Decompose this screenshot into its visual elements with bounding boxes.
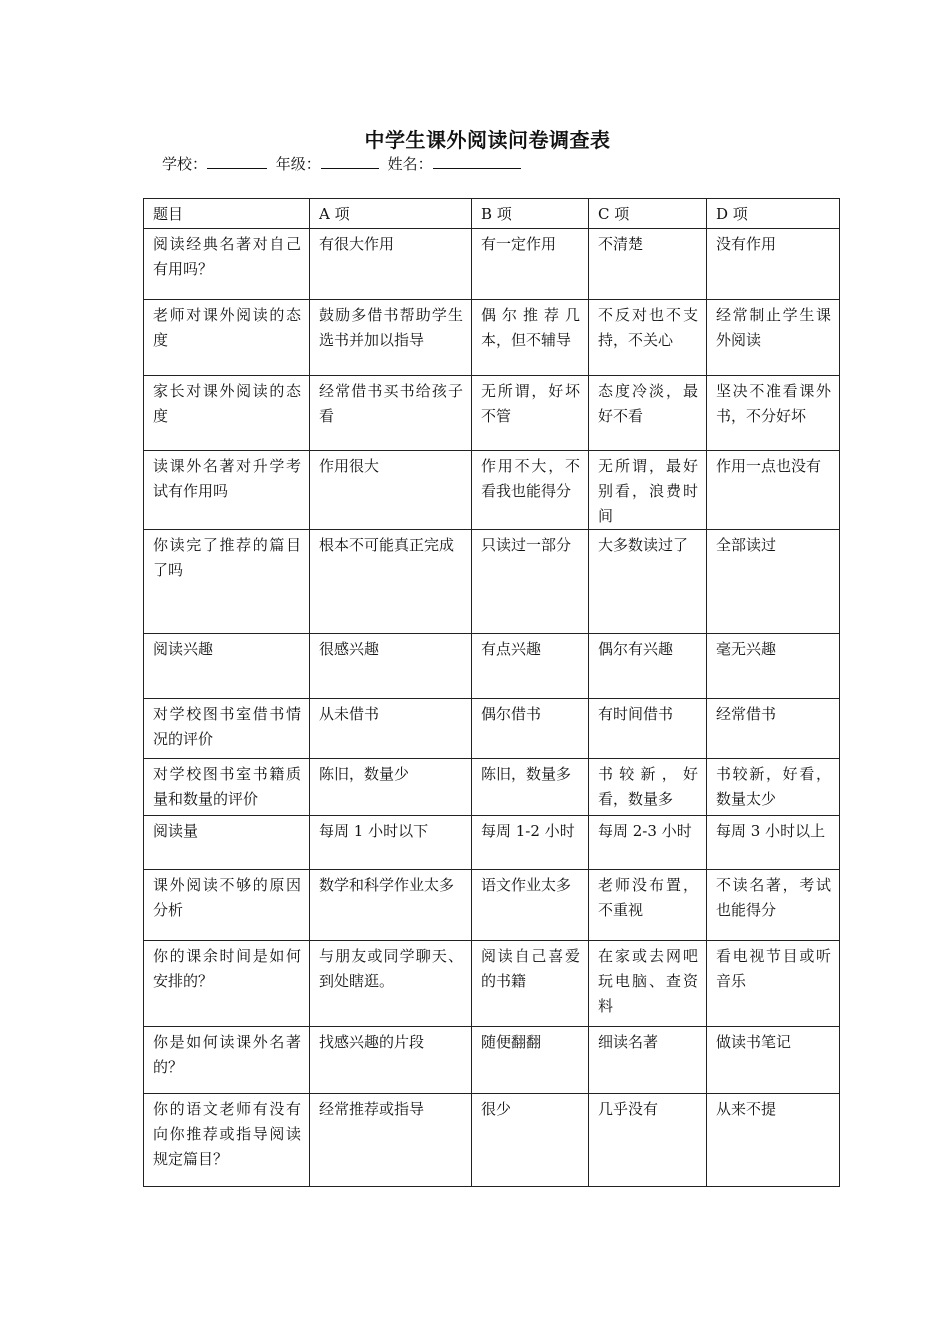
table-row [144,941,840,1027]
option-a-cell: 与朋友或同学聊天、到处瞎逛。 [310,941,472,1027]
school-blank[interactable] [207,154,267,169]
question-cell: 阅读经典名著对自己有用吗？ [144,229,310,300]
question-cell: 阅读量 [144,816,310,870]
option-b-cell: 随便翻翻 [472,1027,589,1094]
document-title: 中学生课外阅读问卷调查表 [364,128,611,152]
option-b-cell: 陈旧，数量多 [472,759,589,816]
option-d-cell: 经常借书 [707,699,840,759]
question-cell: 对学校图书室书籍质量和数量的评价 [144,759,310,816]
option-c-cell: 偶尔有兴趣 [589,634,707,699]
option-b-cell: 每周 1-2 小时 [472,816,589,870]
option-c-cell: 态度冷淡，最好不看 [589,376,707,451]
table-row [144,699,840,759]
option-b-cell: 无所谓，好坏不管 [472,376,589,451]
table-row [144,229,840,300]
option-d-cell: 作用一点也没有 [707,451,840,530]
table-row [144,1027,840,1094]
header-d: D 项 [707,199,840,229]
table-row [144,759,840,816]
option-c-cell: 几乎没有 [589,1094,707,1187]
grade-blank[interactable] [321,154,379,169]
table-row [144,376,840,451]
option-a-cell: 鼓励多借书帮助学生选书并加以指导 [310,300,472,376]
option-b-cell: 偶尔借书 [472,699,589,759]
option-c-cell: 不清楚 [589,229,707,300]
option-c-cell: 大多数读过了 [589,530,707,634]
option-d-cell: 全部读过 [707,530,840,634]
table-row [144,530,840,634]
question-cell: 你的课余时间是如何安排的？ [144,941,310,1027]
option-c-cell: 老师没布置，不重视 [589,870,707,941]
option-a-cell: 作用很大 [310,451,472,530]
question-cell: 对学校图书室借书情况的评价 [144,699,310,759]
table-row [144,816,840,870]
question-cell: 你读完了推荐的篇目了吗 [144,530,310,634]
grade-label: 年级： [275,155,321,173]
option-b-cell: 阅读自己喜爱的书籍 [472,941,589,1027]
question-cell: 你是如何读课外名著的？ [144,1027,310,1094]
option-b-cell: 作用不大，不看我也能得分 [472,451,589,530]
question-cell: 读课外名著对升学考试有作用吗 [144,451,310,530]
option-d-cell: 不读名著，考试也能得分 [707,870,840,941]
question-cell: 课外阅读不够的原因分析 [144,870,310,941]
table-row [144,300,840,376]
option-b-cell: 很少 [472,1094,589,1187]
option-c-cell: 每周 2-3 小时 [589,816,707,870]
option-c-cell: 有时间借书 [589,699,707,759]
option-c-cell: 在家或去网吧玩电脑、查资料 [589,941,707,1027]
table-row [144,870,840,941]
question-cell: 你的语文老师有没有向你推荐或指导阅读规定篇目？ [144,1094,310,1187]
option-a-cell: 找感兴趣的片段 [310,1027,472,1094]
option-d-cell: 书较新，好看，数量太少 [707,759,840,816]
header-b: B 项 [472,199,589,229]
option-a-cell: 根本不可能真正完成 [310,530,472,634]
table-row [144,451,840,530]
option-c-cell: 细读名著 [589,1027,707,1094]
option-c-cell: 书较新，好看，数量多 [589,759,707,816]
school-label: 学校： [162,155,208,173]
option-c-cell: 无所谓，最好别看，浪费时间 [589,451,707,530]
option-b-cell: 偶尔推荐几本，但不辅导 [472,300,589,376]
option-d-cell: 没有作用 [707,229,840,300]
option-d-cell: 坚决不准看课外书，不分好坏 [707,376,840,451]
option-b-cell: 有点兴趣 [472,634,589,699]
option-d-cell: 毫无兴趣 [707,634,840,699]
header-question: 题目 [144,199,310,229]
question-cell: 阅读兴趣 [144,634,310,699]
option-a-cell: 每周 1 小时以下 [310,816,472,870]
option-a-cell: 数学和科学作业太多 [310,870,472,941]
header-a: A 项 [310,199,472,229]
name-label: 姓名： [387,155,433,173]
option-a-cell: 经常推荐或指导 [310,1094,472,1187]
header-row [144,199,840,229]
option-d-cell: 每周 3 小时以上 [707,816,840,870]
option-a-cell: 从未借书 [310,699,472,759]
option-d-cell: 做读书笔记 [707,1027,840,1094]
option-b-cell: 只读过一部分 [472,530,589,634]
info-line [162,153,525,174]
option-d-cell: 经常制止学生课外阅读 [707,300,840,376]
option-b-cell: 语文作业太多 [472,870,589,941]
option-d-cell: 从来不提 [707,1094,840,1187]
table-row [144,634,840,699]
option-a-cell: 很感兴趣 [310,634,472,699]
option-a-cell: 经常借书买书给孩子看 [310,376,472,451]
option-d-cell: 看电视节目或听音乐 [707,941,840,1027]
option-a-cell: 有很大作用 [310,229,472,300]
question-cell: 老师对课外阅读的态度 [144,300,310,376]
header-c: C 项 [589,199,707,229]
option-c-cell: 不反对也不支持，不关心 [589,300,707,376]
survey-table [143,198,840,1187]
name-blank[interactable] [433,154,521,169]
question-cell: 家长对课外阅读的态度 [144,376,310,451]
table-row [144,1094,840,1187]
option-a-cell: 陈旧，数量少 [310,759,472,816]
option-b-cell: 有一定作用 [472,229,589,300]
